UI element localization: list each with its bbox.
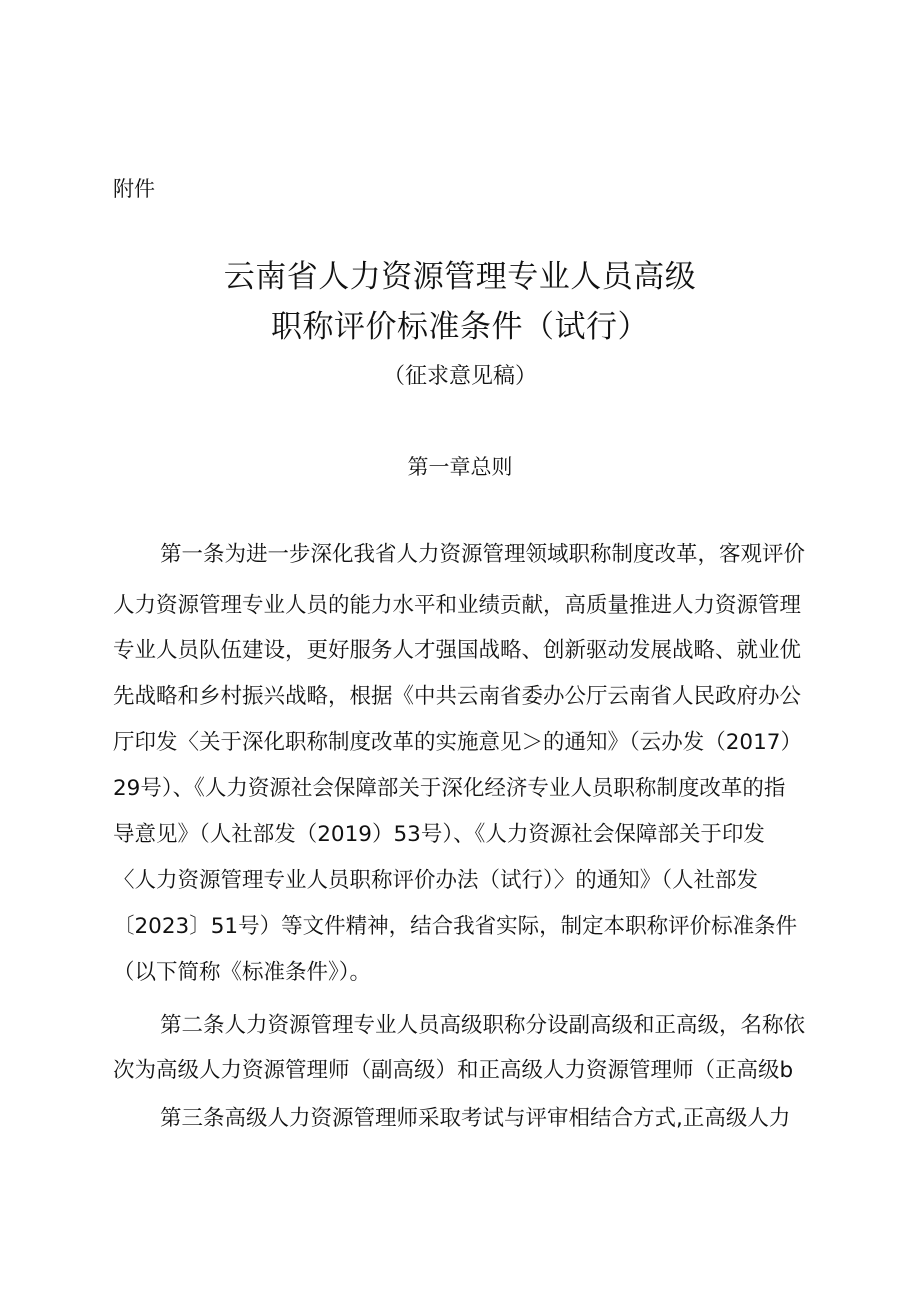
- article-1-line: 〈人力资源管理专业人员职称评价办法（试行）〉的通知》（人社部发: [113, 868, 759, 893]
- document-subtitle: （征求意见稿）: [382, 364, 537, 389]
- document-title-line-2: 职称评价标准条件（试行）: [271, 309, 649, 345]
- document-title-line-1: 云南省人力资源管理专业人员高级: [223, 259, 697, 295]
- article-1-line: 29号）、《人力资源社会保障部关于深化经济专业人员职称制度改革的指: [113, 776, 786, 801]
- article-1-line: 〔2023〕51号）等文件精神，结合我省实际，制定本职称评价标准条件: [113, 914, 798, 939]
- article-2-line: 次为高级人力资源管理师（副高级）和正高级人力资源管理师（正高级b: [113, 1058, 794, 1083]
- article-1-line: 人力资源管理专业人员的能力水平和业绩贡献，高质量推进人力资源管理: [113, 593, 802, 618]
- article-2-line: 第二条人力资源管理专业人员高级职称分设副高级和正高级，名称依: [160, 1013, 806, 1038]
- article-1-line: 专业人员队伍建设，更好服务人才强国战略、创新驱动发展战略、就业优: [113, 638, 802, 663]
- article-1-line: 厅印发〈关于深化职称制度改革的实施意见＞的通知》（云办发（2017）: [113, 730, 802, 755]
- chapter-heading: 第一章总则: [407, 455, 513, 479]
- article-1-line: （以下简称《标准条件》）。: [113, 960, 372, 985]
- attachment-label: 附件: [113, 177, 155, 201]
- article-3-line: 第三条高级人力资源管理师采取考试与评审相结合方式,正高级人力: [160, 1106, 791, 1131]
- article-1-line: 第一条为进一步深化我省人力资源管理领域职称制度改革，客观评价: [160, 542, 806, 567]
- article-1-line: 导意见》（人社部发（2019）53号）、《人力资源社会保障部关于印发: [113, 822, 765, 847]
- article-1-line: 先战略和乡村振兴战略，根据《中共云南省委办公厅云南省人民政府办公: [113, 684, 802, 709]
